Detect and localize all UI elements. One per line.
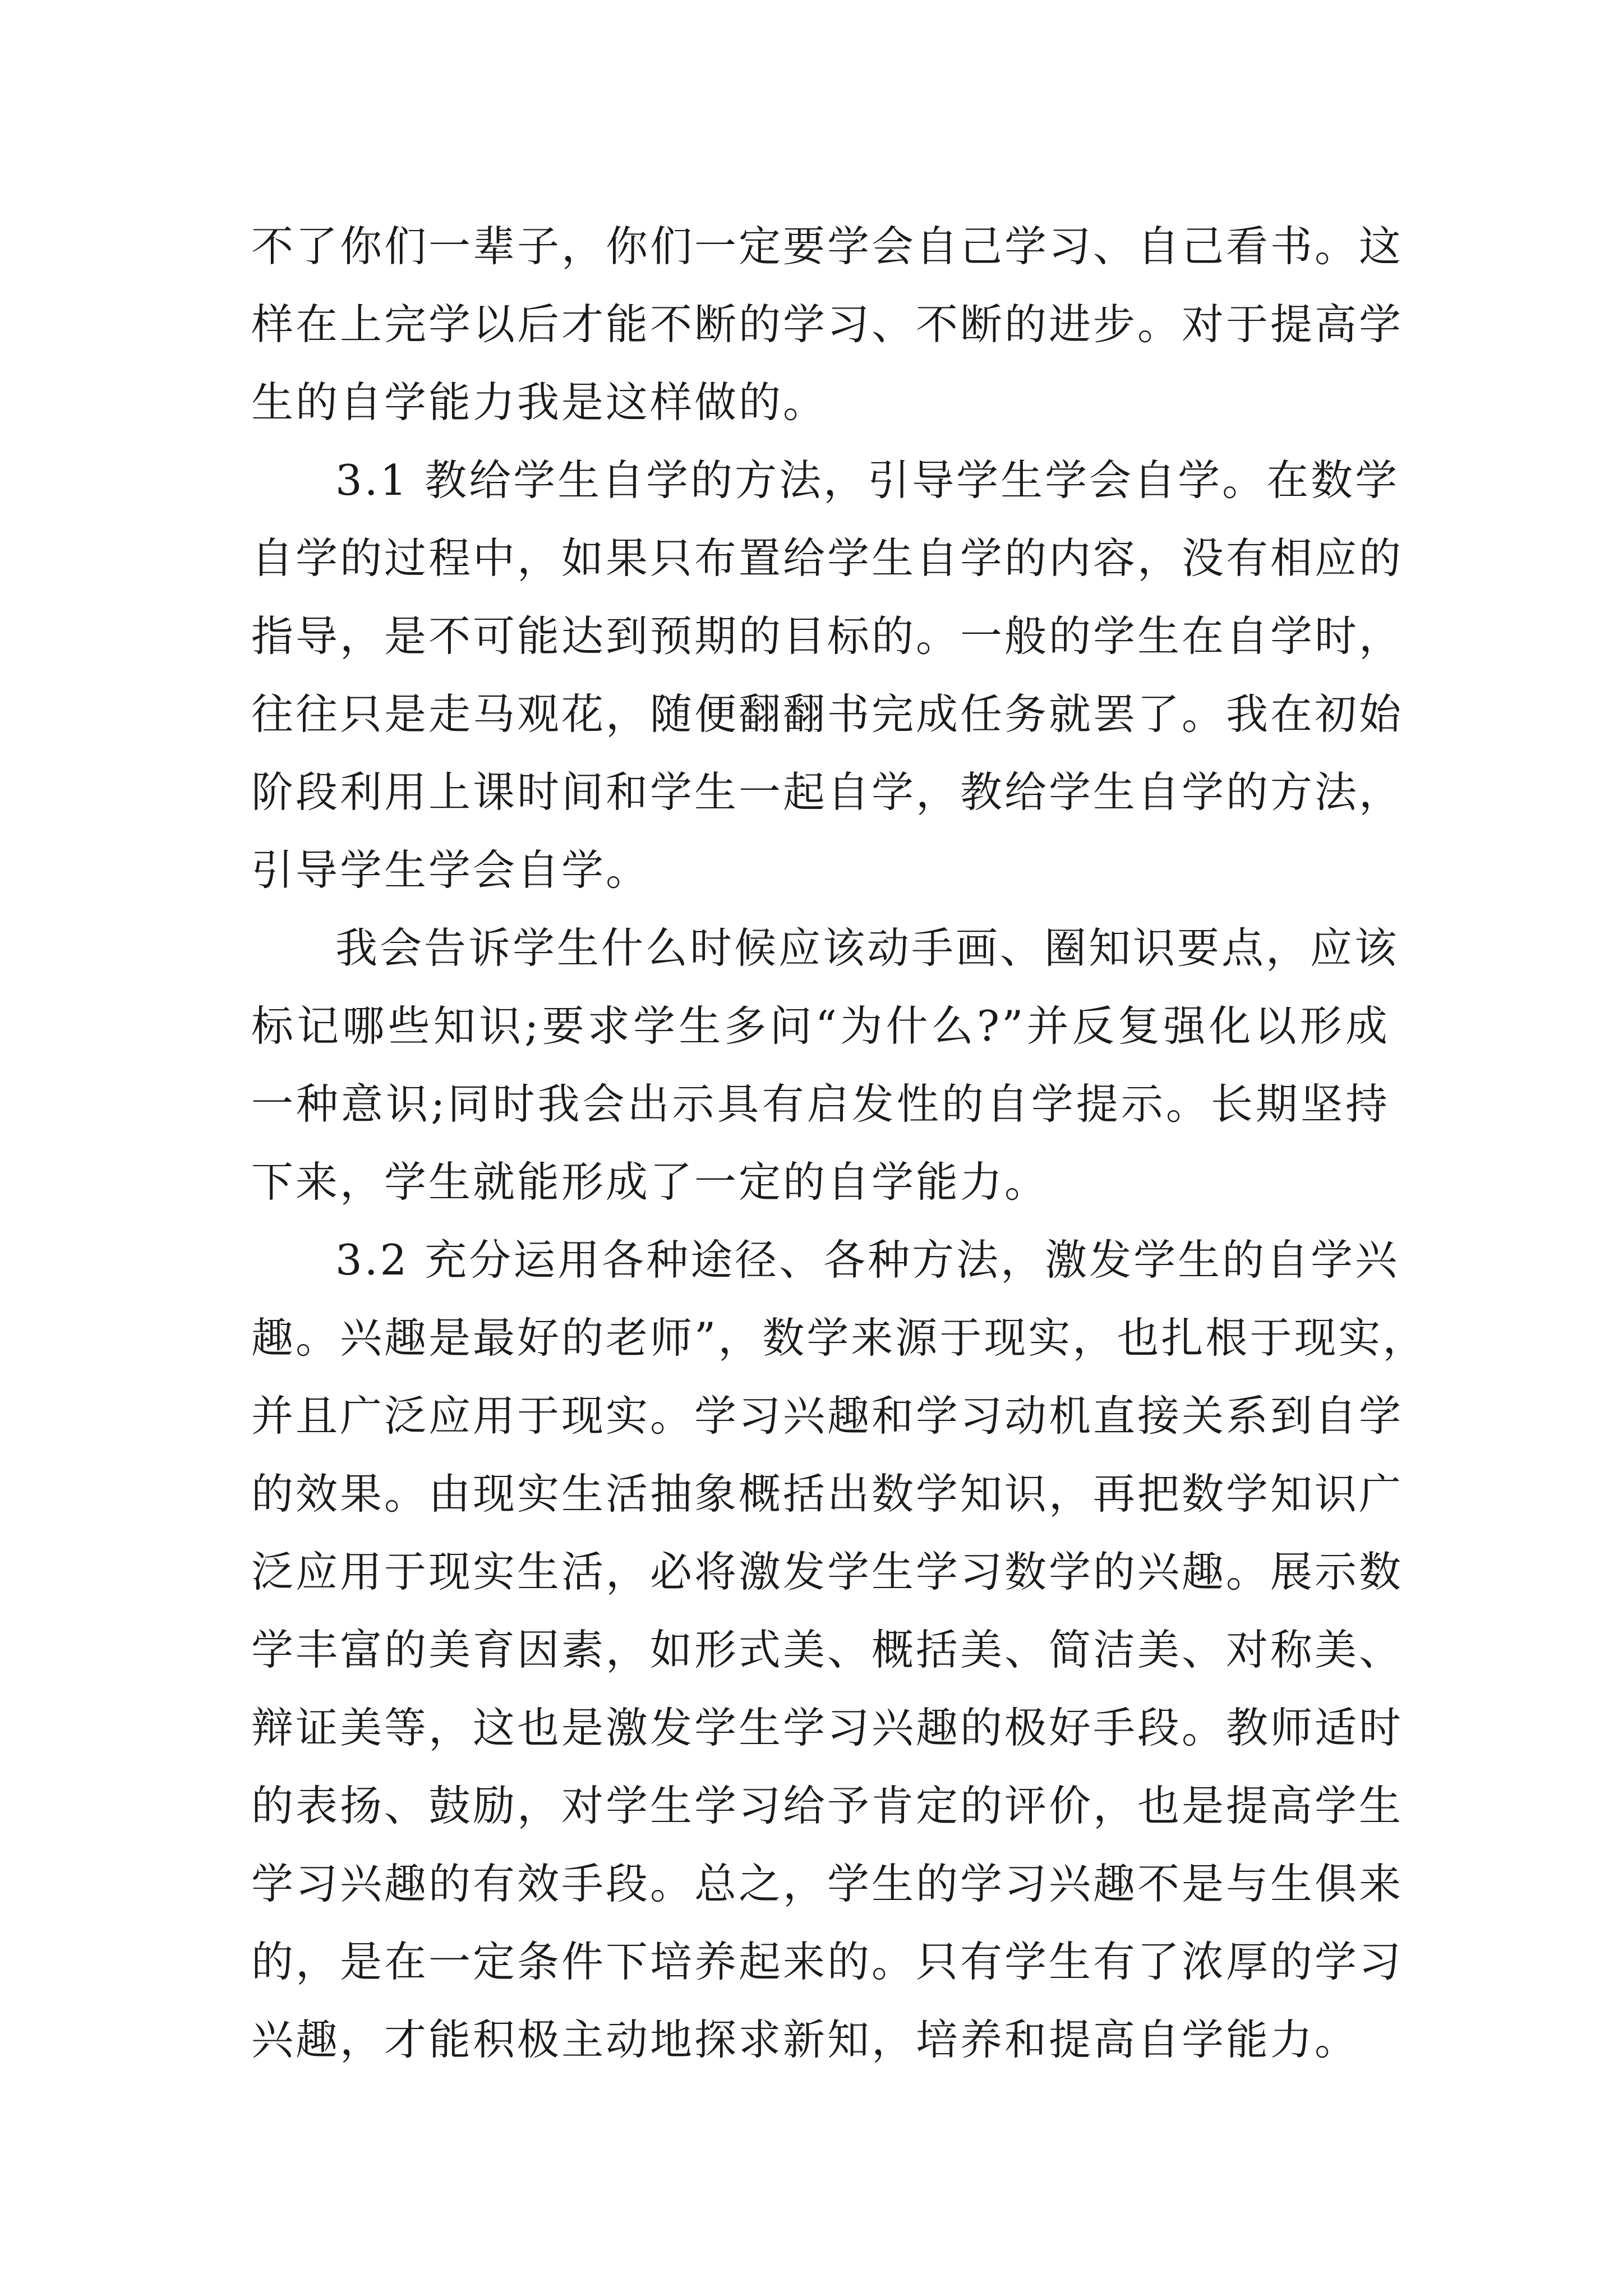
text-line: 不了你们一辈子，你们一定要学会自己学习、自己看书。这: [251, 222, 1404, 271]
text-line: 3.2 充分运用各种途径、各种方法，激发学生的自学兴: [335, 1235, 1400, 1285]
text-line: 的表扬、鼓励，对学生学习给予肯定的评价，也是提高学生: [251, 1781, 1404, 1830]
body-text: [251, 208, 1427, 2079]
paragraph-2: [251, 441, 1404, 909]
text-line: 指导，是不可能达到预期的目标的。一般的学生在自学时，: [251, 611, 1404, 661]
text-line: 阶段利用上课时间和学生一起自学，教给学生自学的方法，: [251, 767, 1404, 817]
text-line: 一种意识;同时我会出示具有启发性的自学提示。长期坚持: [251, 1079, 1390, 1129]
paragraph-3: [251, 909, 1399, 1221]
text-line: 并且广泛应用于现实。学习兴趣和学习动机直接关系到自学: [251, 1391, 1404, 1441]
text-line: 引导学生学会自学。: [251, 845, 651, 895]
text-line: 学丰富的美育因素，如形式美、概括美、简洁美、对称美、: [251, 1625, 1404, 1674]
text-line: 3.1 教给学生自学的方法，引导学生学会自学。在数学: [335, 455, 1400, 505]
text-line: 泛应用于现实生活，必将激发学生学习数学的兴趣。展示数: [251, 1547, 1404, 1596]
text-line: 的效果。由现实生活抽象概括出数学知识，再把数学知识广: [251, 1469, 1404, 1519]
text-line: 兴趣，才能积极主动地探求新知，培养和提高自学能力。: [251, 2015, 1359, 2064]
paragraph-1: [251, 208, 1404, 441]
text-line: 趣。兴趣是最好的老师”，数学来源于现实，也扎根于现实，: [251, 1313, 1427, 1363]
text-line: 标记哪些知识;要求学生多问“为什么?”并反复强化以形成: [251, 1001, 1390, 1051]
paragraph-4: [251, 1221, 1427, 2079]
text-line: 样在上完学以后才能不断的学习、不断的进步。对于提高学: [251, 300, 1404, 349]
text-line: 学习兴趣的有效手段。总之，学生的学习兴趣不是与生俱来: [251, 1859, 1404, 1908]
text-line: 自学的过程中，如果只布置给学生自学的内容，没有相应的: [251, 533, 1404, 583]
text-line: 我会告诉学生什么时候应该动手画、圈知识要点，应该: [335, 923, 1399, 973]
text-line: 辩证美等，这也是激发学生学习兴趣的极好手段。教师适时: [251, 1703, 1404, 1752]
text-line: 下来，学生就能形成了一定的自学能力。: [251, 1157, 1049, 1207]
text-line: 的，是在一定条件下培养起来的。只有学生有了浓厚的学习: [251, 1937, 1404, 1986]
text-line: 生的自学能力我是这样做的。: [251, 378, 828, 427]
text-line: 往往只是走马观花，随便翻翻书完成任务就罢了。我在初始: [251, 689, 1404, 739]
